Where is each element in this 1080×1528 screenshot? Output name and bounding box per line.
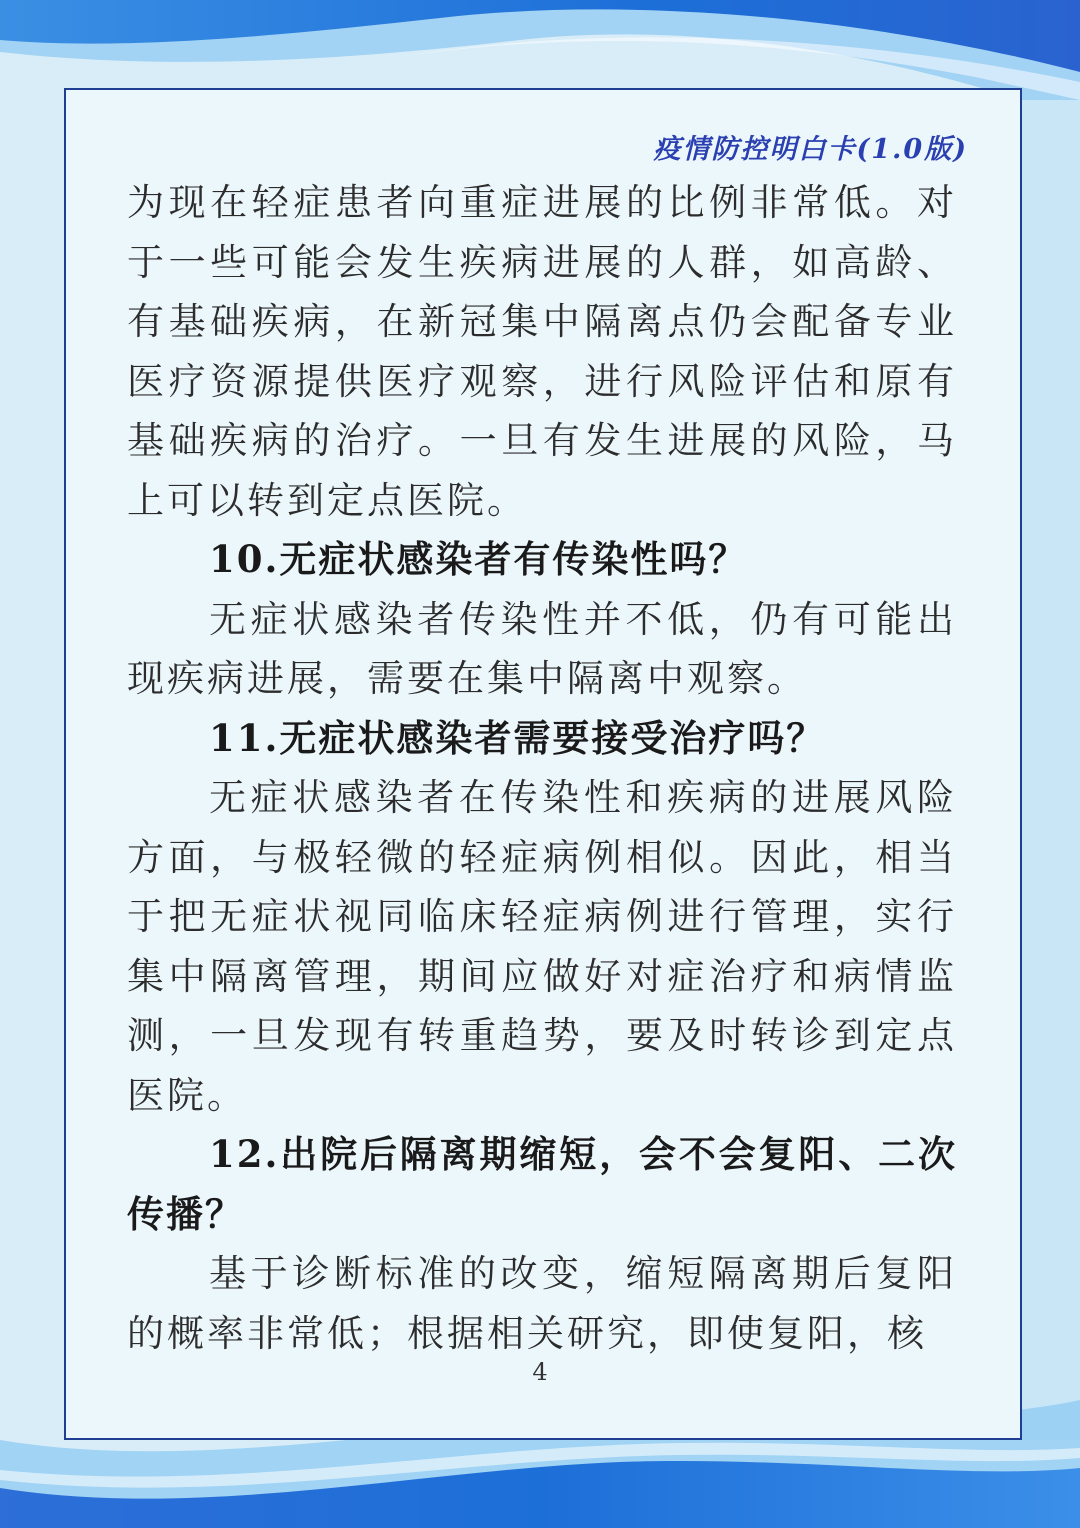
answer-paragraph-12: 基于诊断标准的改变，缩短隔离期后复阳的概率非常低；根据相关研究，即使复阳，核 bbox=[127, 1252, 957, 1355]
question-heading-10: 10.无症状感染者有传染性吗？ bbox=[209, 537, 748, 581]
answer-paragraph-10: 无症状感染者传染性并不低，仍有可能出现疾病进展，需要在集中隔离中观察。 bbox=[127, 597, 957, 700]
answer-paragraph-11: 无症状感染者在传染性和疾病的进展风险方面，与极轻微的轻症病例相似。因此，相当于把无症状视同临床轻症病例进行管理，实行集中隔离管理，期间应做好对症治疗和病情监测，一旦发现有转重趋势，要及时转诊到定点医院。 bbox=[127, 776, 957, 1117]
document-header-title: 疫情防控明白卡(1.0版) bbox=[653, 134, 968, 165]
body-text bbox=[127, 173, 957, 1363]
paragraph-continuation: 为现在轻症患者向重症进展的比例非常低。对于一些可能会发生疾病进展的人群，如高龄、有基础疾病，在新冠集中隔离点仍会配备专业医疗资源提供医疗观察，进行风险评估和原有基础疾病的治疗。一旦有发生进展的风险，马上可以转到定点医院。 bbox=[127, 181, 957, 522]
right-side-accent bbox=[1022, 100, 1080, 1440]
page-number: 4 bbox=[532, 1358, 548, 1386]
question-heading-12: 12.出院后隔离期缩短，会不会复阳、二次传播？ bbox=[127, 1132, 957, 1236]
question-heading-11: 11.无症状感染者需要接受治疗吗？ bbox=[209, 715, 826, 760]
